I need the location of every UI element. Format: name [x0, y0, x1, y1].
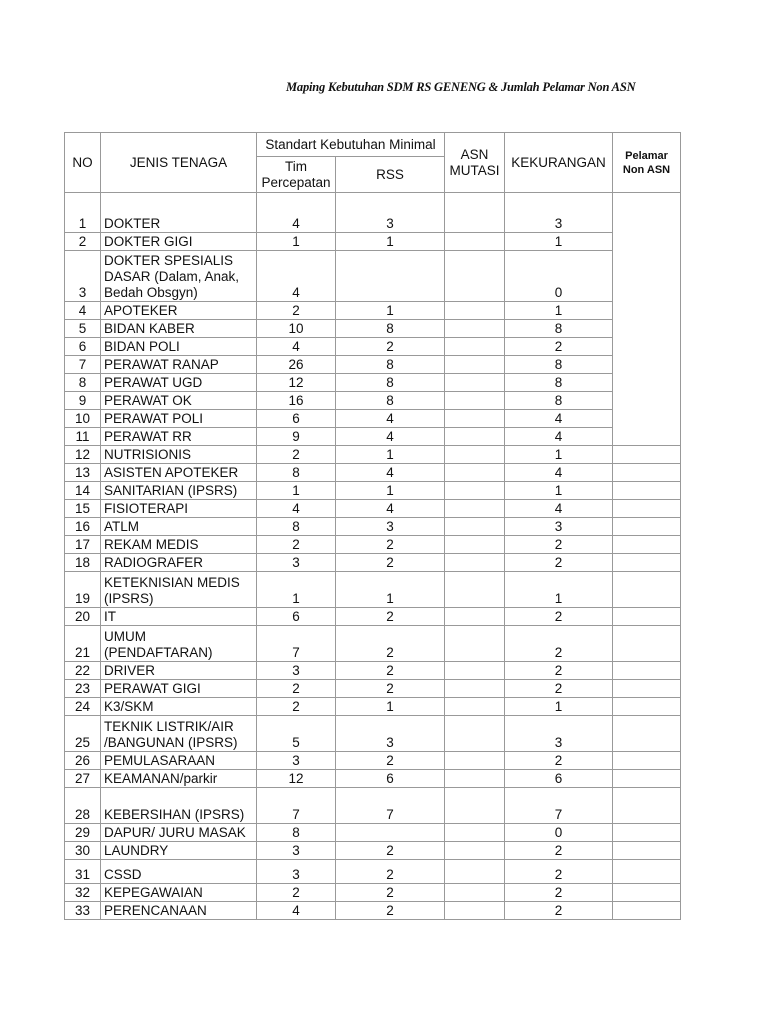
cell-pelamar-non-asn	[613, 770, 681, 788]
cell-rss: 2	[336, 554, 445, 572]
cell-no: 11	[65, 428, 101, 446]
cell-pelamar-non-asn	[613, 860, 681, 884]
cell-jenis-tenaga: REKAM MEDIS	[101, 536, 257, 554]
cell-kekurangan: 4	[505, 500, 613, 518]
cell-no: 13	[65, 464, 101, 482]
cell-asn-mutasi	[445, 770, 505, 788]
cell-kekurangan: 2	[505, 752, 613, 770]
cell-asn-mutasi	[445, 233, 505, 251]
cell-tim-percepatan: 7	[257, 626, 336, 662]
cell-kekurangan: 2	[505, 626, 613, 662]
cell-jenis-tenaga: BIDAN POLI	[101, 338, 257, 356]
cell-tim-percepatan: 2	[257, 536, 336, 554]
cell-no: 29	[65, 824, 101, 842]
cell-no: 20	[65, 608, 101, 626]
cell-tim-percepatan: 3	[257, 662, 336, 680]
table-row	[65, 842, 681, 860]
cell-no: 31	[65, 860, 101, 884]
cell-tim-percepatan: 26	[257, 356, 336, 374]
cell-pelamar-non-asn	[613, 446, 681, 464]
cell-tim-percepatan: 8	[257, 824, 336, 842]
table-row	[65, 698, 681, 716]
cell-asn-mutasi	[445, 518, 505, 536]
table-row	[65, 626, 681, 662]
cell-jenis-tenaga: APOTEKER	[101, 302, 257, 320]
cell-kekurangan: 1	[505, 446, 613, 464]
cell-kekurangan: 4	[505, 410, 613, 428]
cell-kekurangan: 7	[505, 788, 613, 824]
cell-jenis-tenaga: KETEKNISIAN MEDIS (IPSRS)	[101, 572, 257, 608]
cell-asn-mutasi	[445, 193, 505, 233]
cell-no: 14	[65, 482, 101, 500]
cell-kekurangan: 4	[505, 428, 613, 446]
cell-kekurangan: 2	[505, 338, 613, 356]
cell-rss: 2	[336, 860, 445, 884]
cell-pelamar-non-asn	[613, 554, 681, 572]
cell-tim-percepatan: 3	[257, 860, 336, 884]
cell-pelamar-non-asn	[613, 884, 681, 902]
cell-kekurangan: 3	[505, 716, 613, 752]
cell-jenis-tenaga: DOKTER SPESIALIS DASAR (Dalam, Anak, Bedah Obsgyn)	[101, 251, 257, 302]
table-row	[65, 860, 681, 884]
cell-no: 27	[65, 770, 101, 788]
cell-kekurangan: 0	[505, 251, 613, 302]
cell-rss: 4	[336, 428, 445, 446]
cell-jenis-tenaga: SANITARIAN (IPSRS)	[101, 482, 257, 500]
cell-pelamar-non-asn	[613, 680, 681, 698]
cell-asn-mutasi	[445, 680, 505, 698]
cell-rss: 3	[336, 193, 445, 233]
cell-pelamar-non-asn	[613, 788, 681, 824]
table-row	[65, 374, 681, 392]
cell-jenis-tenaga: PERAWAT UGD	[101, 374, 257, 392]
cell-tim-percepatan: 2	[257, 446, 336, 464]
cell-pelamar-non-asn	[613, 902, 681, 920]
table-row	[65, 770, 681, 788]
header-standart-kebutuhan: Standart Kebutuhan Minimal	[257, 133, 445, 157]
table-row	[65, 662, 681, 680]
cell-tim-percepatan: 4	[257, 193, 336, 233]
cell-no: 1	[65, 193, 101, 233]
header-pelamar-non-asn: Pelamar Non ASN	[613, 133, 681, 193]
cell-kekurangan: 2	[505, 608, 613, 626]
cell-jenis-tenaga: PERENCANAAN	[101, 902, 257, 920]
table-row	[65, 752, 681, 770]
cell-pelamar-non-asn	[613, 716, 681, 752]
cell-rss: 2	[336, 752, 445, 770]
cell-rss: 3	[336, 518, 445, 536]
cell-asn-mutasi	[445, 410, 505, 428]
cell-rss: 2	[336, 842, 445, 860]
cell-no: 25	[65, 716, 101, 752]
table-row	[65, 554, 681, 572]
cell-tim-percepatan: 4	[257, 500, 336, 518]
cell-asn-mutasi	[445, 842, 505, 860]
header-tim-percepatan: Tim Percepatan	[257, 157, 336, 193]
cell-rss: 4	[336, 500, 445, 518]
table-row	[65, 446, 681, 464]
cell-asn-mutasi	[445, 662, 505, 680]
cell-jenis-tenaga: PEMULASARAAN	[101, 752, 257, 770]
cell-no: 10	[65, 410, 101, 428]
cell-tim-percepatan: 7	[257, 788, 336, 824]
cell-kekurangan: 8	[505, 392, 613, 410]
cell-no: 8	[65, 374, 101, 392]
cell-asn-mutasi	[445, 302, 505, 320]
cell-kekurangan: 2	[505, 902, 613, 920]
cell-rss: 1	[336, 233, 445, 251]
table-row	[65, 572, 681, 608]
cell-pelamar-non-asn	[613, 824, 681, 842]
cell-asn-mutasi	[445, 464, 505, 482]
cell-rss: 2	[336, 662, 445, 680]
cell-jenis-tenaga: PERAWAT POLI	[101, 410, 257, 428]
cell-kekurangan: 8	[505, 356, 613, 374]
cell-kekurangan: 8	[505, 320, 613, 338]
cell-kekurangan: 2	[505, 842, 613, 860]
cell-kekurangan: 2	[505, 860, 613, 884]
table-row	[65, 464, 681, 482]
cell-asn-mutasi	[445, 536, 505, 554]
header-rss: RSS	[336, 157, 445, 193]
table-row	[65, 302, 681, 320]
cell-rss: 8	[336, 320, 445, 338]
table-row	[65, 428, 681, 446]
table-row	[65, 356, 681, 374]
cell-asn-mutasi	[445, 902, 505, 920]
cell-rss: 1	[336, 446, 445, 464]
cell-pelamar-non-asn	[613, 842, 681, 860]
cell-jenis-tenaga: K3/SKM	[101, 698, 257, 716]
cell-rss: 1	[336, 482, 445, 500]
cell-pelamar-non-asn	[613, 464, 681, 482]
cell-kekurangan: 1	[505, 302, 613, 320]
header-no: NO	[65, 133, 101, 193]
cell-kekurangan: 6	[505, 770, 613, 788]
cell-jenis-tenaga: PERAWAT RR	[101, 428, 257, 446]
cell-kekurangan: 2	[505, 536, 613, 554]
cell-asn-mutasi	[445, 884, 505, 902]
cell-jenis-tenaga: DOKTER GIGI	[101, 233, 257, 251]
cell-tim-percepatan: 8	[257, 518, 336, 536]
cell-jenis-tenaga: TEKNIK LISTRIK/AIR /BANGUNAN (IPSRS)	[101, 716, 257, 752]
cell-kekurangan: 8	[505, 374, 613, 392]
table-row	[65, 824, 681, 842]
cell-asn-mutasi	[445, 572, 505, 608]
cell-kekurangan: 2	[505, 884, 613, 902]
cell-kekurangan: 1	[505, 233, 613, 251]
header-jenis-tenaga: JENIS TENAGA	[101, 133, 257, 193]
cell-rss: 4	[336, 410, 445, 428]
cell-asn-mutasi	[445, 428, 505, 446]
cell-asn-mutasi	[445, 788, 505, 824]
table-row	[65, 536, 681, 554]
cell-tim-percepatan: 12	[257, 374, 336, 392]
cell-no: 24	[65, 698, 101, 716]
cell-jenis-tenaga: ASISTEN APOTEKER	[101, 464, 257, 482]
cell-tim-percepatan: 10	[257, 320, 336, 338]
cell-tim-percepatan: 1	[257, 233, 336, 251]
cell-tim-percepatan: 3	[257, 554, 336, 572]
cell-jenis-tenaga: KEAMANAN/parkir	[101, 770, 257, 788]
cell-asn-mutasi	[445, 356, 505, 374]
table-row	[65, 884, 681, 902]
header-kekurangan: KEKURANGAN	[505, 133, 613, 193]
table-row	[65, 608, 681, 626]
cell-no: 12	[65, 446, 101, 464]
cell-asn-mutasi	[445, 392, 505, 410]
table-row	[65, 482, 681, 500]
cell-tim-percepatan: 2	[257, 884, 336, 902]
cell-no: 15	[65, 500, 101, 518]
cell-no: 18	[65, 554, 101, 572]
cell-asn-mutasi	[445, 752, 505, 770]
cell-no: 6	[65, 338, 101, 356]
cell-rss: 6	[336, 770, 445, 788]
cell-rss: 2	[336, 536, 445, 554]
cell-no: 23	[65, 680, 101, 698]
cell-rss: 1	[336, 302, 445, 320]
cell-kekurangan: 0	[505, 824, 613, 842]
cell-asn-mutasi	[445, 698, 505, 716]
cell-no: 2	[65, 233, 101, 251]
cell-pelamar-non-asn	[613, 536, 681, 554]
table-row	[65, 518, 681, 536]
cell-asn-mutasi	[445, 251, 505, 302]
cell-tim-percepatan: 6	[257, 410, 336, 428]
cell-tim-percepatan: 2	[257, 680, 336, 698]
cell-jenis-tenaga: DAPUR/ JURU MASAK	[101, 824, 257, 842]
cell-no: 17	[65, 536, 101, 554]
cell-rss: 2	[336, 902, 445, 920]
cell-asn-mutasi	[445, 500, 505, 518]
cell-no: 30	[65, 842, 101, 860]
cell-rss: 2	[336, 626, 445, 662]
cell-jenis-tenaga: UMUM (PENDAFTARAN)	[101, 626, 257, 662]
cell-rss: 8	[336, 392, 445, 410]
table-row	[65, 193, 681, 233]
cell-tim-percepatan: 2	[257, 698, 336, 716]
cell-jenis-tenaga: ATLM	[101, 518, 257, 536]
cell-jenis-tenaga: PERAWAT GIGI	[101, 680, 257, 698]
cell-asn-mutasi	[445, 608, 505, 626]
table-body	[65, 193, 681, 920]
table-row	[65, 902, 681, 920]
cell-rss: 2	[336, 338, 445, 356]
cell-tim-percepatan: 4	[257, 251, 336, 302]
cell-tim-percepatan: 3	[257, 752, 336, 770]
cell-kekurangan: 3	[505, 193, 613, 233]
cell-tim-percepatan: 4	[257, 902, 336, 920]
cell-kekurangan: 1	[505, 698, 613, 716]
cell-jenis-tenaga: RADIOGRAFER	[101, 554, 257, 572]
cell-pelamar-non-asn	[613, 698, 681, 716]
cell-pelamar-non-asn	[613, 662, 681, 680]
cell-tim-percepatan: 6	[257, 608, 336, 626]
cell-rss: 8	[336, 356, 445, 374]
cell-rss: 4	[336, 464, 445, 482]
cell-asn-mutasi	[445, 626, 505, 662]
cell-jenis-tenaga: FISIOTERAPI	[101, 500, 257, 518]
cell-jenis-tenaga: DOKTER	[101, 193, 257, 233]
cell-rss: 1	[336, 698, 445, 716]
cell-rss: 7	[336, 788, 445, 824]
cell-pelamar-non-asn	[613, 752, 681, 770]
table-row	[65, 680, 681, 698]
cell-kekurangan: 3	[505, 518, 613, 536]
cell-asn-mutasi	[445, 554, 505, 572]
cell-asn-mutasi	[445, 320, 505, 338]
table-row	[65, 251, 681, 302]
cell-jenis-tenaga: DRIVER	[101, 662, 257, 680]
cell-no: 26	[65, 752, 101, 770]
cell-rss	[336, 824, 445, 842]
table-row	[65, 392, 681, 410]
cell-jenis-tenaga: LAUNDRY	[101, 842, 257, 860]
header-asn-mutasi: ASN MUTASI	[445, 133, 505, 193]
cell-asn-mutasi	[445, 482, 505, 500]
cell-tim-percepatan: 1	[257, 482, 336, 500]
cell-rss: 8	[336, 374, 445, 392]
table-row	[65, 500, 681, 518]
table-row	[65, 233, 681, 251]
cell-no: 9	[65, 392, 101, 410]
cell-no: 33	[65, 902, 101, 920]
cell-no: 19	[65, 572, 101, 608]
cell-tim-percepatan: 12	[257, 770, 336, 788]
cell-tim-percepatan: 16	[257, 392, 336, 410]
table-row	[65, 788, 681, 824]
cell-kekurangan: 4	[505, 464, 613, 482]
cell-kekurangan: 2	[505, 554, 613, 572]
cell-asn-mutasi	[445, 716, 505, 752]
cell-rss: 3	[336, 716, 445, 752]
cell-jenis-tenaga: KEBERSIHAN (IPSRS)	[101, 788, 257, 824]
cell-tim-percepatan: 1	[257, 572, 336, 608]
cell-no: 28	[65, 788, 101, 824]
cell-rss	[336, 251, 445, 302]
cell-jenis-tenaga: BIDAN KABER	[101, 320, 257, 338]
cell-no: 5	[65, 320, 101, 338]
page-title: Maping Kebutuhan SDM RS GENENG & Jumlah Pelamar Non ASN	[286, 80, 636, 94]
cell-rss: 2	[336, 608, 445, 626]
cell-tim-percepatan: 2	[257, 302, 336, 320]
cell-asn-mutasi	[445, 860, 505, 884]
cell-rss: 1	[336, 572, 445, 608]
cell-tim-percepatan: 4	[257, 338, 336, 356]
cell-asn-mutasi	[445, 824, 505, 842]
cell-jenis-tenaga: PERAWAT RANAP	[101, 356, 257, 374]
table-row	[65, 320, 681, 338]
cell-no: 22	[65, 662, 101, 680]
cell-pelamar-non-asn	[613, 572, 681, 608]
cell-tim-percepatan: 3	[257, 842, 336, 860]
table-row	[65, 716, 681, 752]
cell-jenis-tenaga: IT	[101, 608, 257, 626]
cell-jenis-tenaga: CSSD	[101, 860, 257, 884]
cell-no: 21	[65, 626, 101, 662]
cell-kekurangan: 1	[505, 572, 613, 608]
staffing-table	[64, 132, 681, 920]
cell-jenis-tenaga: PERAWAT OK	[101, 392, 257, 410]
cell-kekurangan: 2	[505, 662, 613, 680]
table-row	[65, 410, 681, 428]
cell-asn-mutasi	[445, 374, 505, 392]
cell-pelamar-non-asn	[613, 518, 681, 536]
cell-rss: 2	[336, 680, 445, 698]
cell-no: 32	[65, 884, 101, 902]
cell-no: 3	[65, 251, 101, 302]
cell-no: 7	[65, 356, 101, 374]
cell-pelamar-non-asn	[613, 626, 681, 662]
cell-pelamar-non-asn	[613, 608, 681, 626]
cell-no: 16	[65, 518, 101, 536]
cell-jenis-tenaga: KEPEGAWAIAN	[101, 884, 257, 902]
cell-tim-percepatan: 8	[257, 464, 336, 482]
cell-kekurangan: 1	[505, 482, 613, 500]
cell-pelamar-non-asn	[613, 482, 681, 500]
cell-kekurangan: 2	[505, 680, 613, 698]
cell-jenis-tenaga: NUTRISIONIS	[101, 446, 257, 464]
pelamar-merged-cell	[613, 193, 681, 446]
cell-rss: 2	[336, 884, 445, 902]
cell-no: 4	[65, 302, 101, 320]
cell-asn-mutasi	[445, 338, 505, 356]
cell-asn-mutasi	[445, 446, 505, 464]
cell-pelamar-non-asn	[613, 500, 681, 518]
cell-tim-percepatan: 9	[257, 428, 336, 446]
cell-tim-percepatan: 5	[257, 716, 336, 752]
table-row	[65, 338, 681, 356]
